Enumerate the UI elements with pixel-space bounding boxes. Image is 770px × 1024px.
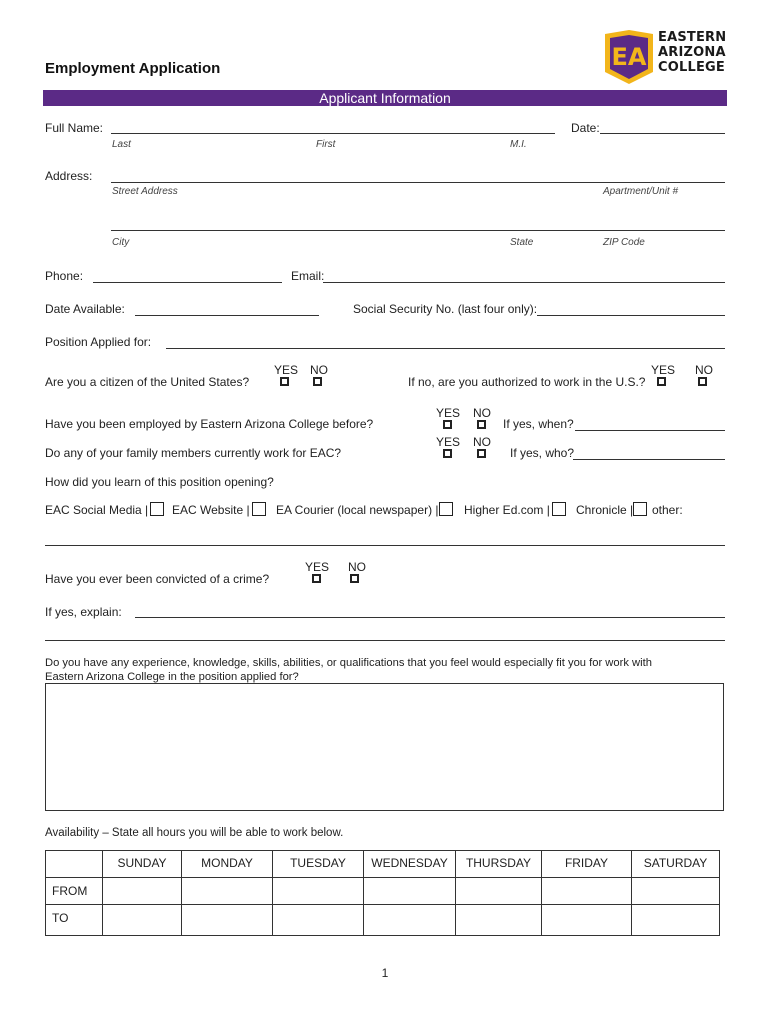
section-header: Applicant Information xyxy=(319,90,451,106)
explain-field-line-2[interactable] xyxy=(45,640,725,641)
eac-logo-mark xyxy=(603,28,655,86)
family-no-checkbox[interactable] xyxy=(477,449,486,458)
employed-no-checkbox[interactable] xyxy=(477,420,486,429)
source-social-label: EAC Social Media | xyxy=(45,503,149,517)
if-yes-who-label: If yes, who? xyxy=(510,446,575,460)
employed-question: Have you been employed by Eastern Arizona College before? xyxy=(45,417,374,431)
day-header: SATURDAY xyxy=(632,851,720,878)
source-chronicle-checkbox[interactable] xyxy=(633,502,647,516)
qualifications-textarea[interactable] xyxy=(45,683,724,811)
family-yes-label: YES xyxy=(436,435,461,449)
email-label: Email: xyxy=(291,269,325,283)
authorized-no-label: NO xyxy=(695,363,713,377)
row-label-from: FROM xyxy=(46,878,103,905)
citizen-no-checkbox[interactable] xyxy=(313,377,322,386)
phone-field[interactable] xyxy=(93,282,282,283)
source-website-label: EAC Website | xyxy=(172,503,250,517)
learn-question: How did you learn of this position opening? xyxy=(45,475,274,489)
page-title: Employment Application xyxy=(45,60,221,77)
family-question: Do any of your family members currently work for EAC? xyxy=(45,446,342,460)
crime-question: Have you ever been convicted of a crime? xyxy=(45,572,270,586)
crime-no-label: NO xyxy=(348,560,366,574)
source-social-checkbox[interactable] xyxy=(150,502,164,516)
availability-corner-cell xyxy=(46,851,103,878)
logo-mark-text: EA xyxy=(611,43,647,71)
from-cell[interactable] xyxy=(182,878,273,905)
citizen-no-label: NO xyxy=(310,363,328,377)
citizen-yes-checkbox[interactable] xyxy=(280,377,289,386)
last-name-caption: Last xyxy=(112,139,131,150)
state-caption: State xyxy=(510,237,534,248)
from-cell[interactable] xyxy=(364,878,456,905)
date-available-field[interactable] xyxy=(135,315,319,316)
source-highered-checkbox[interactable] xyxy=(552,502,566,516)
citizen-question: Are you a citizen of the United States? xyxy=(45,375,250,389)
availability-label: Availability – State all hours you will be able to work below. xyxy=(45,827,344,839)
from-cell[interactable] xyxy=(542,878,632,905)
ssn-label: Social Security No. (last four only): xyxy=(353,302,538,316)
availability-header-row xyxy=(46,851,720,878)
family-who-field[interactable] xyxy=(573,459,725,460)
source-chronicle-label: Chronicle | xyxy=(576,503,634,517)
crime-no-checkbox[interactable] xyxy=(350,574,359,583)
to-cell[interactable] xyxy=(542,905,632,936)
source-other-label: other: xyxy=(652,503,683,517)
address-label: Address: xyxy=(45,169,93,183)
date-field[interactable] xyxy=(600,133,725,134)
email-field[interactable] xyxy=(323,282,725,283)
city-state-zip-field[interactable] xyxy=(111,230,725,231)
to-cell[interactable] xyxy=(273,905,364,936)
phone-label: Phone: xyxy=(45,269,84,283)
day-header: WEDNESDAY xyxy=(364,851,456,878)
source-courier-checkbox[interactable] xyxy=(439,502,453,516)
logo-line-1: EASTERN xyxy=(658,30,727,45)
authorized-no-checkbox[interactable] xyxy=(698,377,707,386)
qualifications-question-line-2: Eastern Arizona College in the position applied for? xyxy=(45,671,299,683)
street-address-caption: Street Address xyxy=(112,186,178,197)
position-field[interactable] xyxy=(166,348,725,349)
source-website-checkbox[interactable] xyxy=(252,502,266,516)
day-header: TUESDAY xyxy=(273,851,364,878)
crime-yes-checkbox[interactable] xyxy=(312,574,321,583)
explain-field[interactable] xyxy=(135,617,725,618)
day-header: SUNDAY xyxy=(103,851,182,878)
availability-to-row xyxy=(46,905,720,936)
employed-no-label: NO xyxy=(473,406,491,420)
ssn-field[interactable] xyxy=(537,315,725,316)
date-available-label: Date Available: xyxy=(45,302,125,316)
to-cell[interactable] xyxy=(364,905,456,936)
citizen-yes-label: YES xyxy=(274,363,299,377)
street-address-field[interactable] xyxy=(111,182,725,183)
day-header: FRIDAY xyxy=(542,851,632,878)
to-cell[interactable] xyxy=(182,905,273,936)
from-cell[interactable] xyxy=(632,878,720,905)
from-cell[interactable] xyxy=(103,878,182,905)
source-courier-label: EA Courier (local newspaper) | xyxy=(276,503,439,517)
zip-caption: ZIP Code xyxy=(603,237,645,248)
section-header-bar xyxy=(43,90,727,106)
full-name-field[interactable] xyxy=(111,133,555,134)
employed-when-field[interactable] xyxy=(575,430,725,431)
position-label: Position Applied for: xyxy=(45,335,152,349)
employed-yes-label: YES xyxy=(436,406,461,420)
logo-wordmark xyxy=(658,30,726,75)
page-number: 1 xyxy=(381,966,389,980)
family-no-label: NO xyxy=(473,435,491,449)
to-cell[interactable] xyxy=(632,905,720,936)
source-highered-label: Higher Ed.com | xyxy=(464,503,550,517)
if-yes-when-label: If yes, when? xyxy=(503,417,574,431)
to-cell[interactable] xyxy=(103,905,182,936)
date-label: Date: xyxy=(571,121,600,135)
first-name-caption: First xyxy=(316,139,336,150)
logo-line-3: COLLEGE xyxy=(658,60,725,75)
logo-line-2: ARIZONA xyxy=(658,45,726,60)
authorized-yes-label: YES xyxy=(651,363,676,377)
availability-table xyxy=(45,850,720,936)
authorized-question: If no, are you authorized to work in the U.S.? xyxy=(408,375,646,389)
availability-from-row xyxy=(46,878,720,905)
full-name-label: Full Name: xyxy=(45,121,104,135)
crime-yes-label: YES xyxy=(305,560,330,574)
qualifications-question-line-1: Do you have any experience, knowledge, skills, abilities, or qualifications that you feel would especially fit you for work with xyxy=(45,657,652,669)
day-header: THURSDAY xyxy=(456,851,542,878)
family-yes-checkbox[interactable] xyxy=(443,449,452,458)
to-cell[interactable] xyxy=(456,905,542,936)
day-header: MONDAY xyxy=(182,851,273,878)
authorized-yes-checkbox[interactable] xyxy=(657,377,666,386)
explain-label: If yes, explain: xyxy=(45,605,122,619)
from-cell[interactable] xyxy=(273,878,364,905)
middle-initial-caption: M.I. xyxy=(510,139,527,150)
row-label-to: TO xyxy=(46,905,103,936)
from-cell[interactable] xyxy=(456,878,542,905)
employed-yes-checkbox[interactable] xyxy=(443,420,452,429)
source-other-field[interactable] xyxy=(45,545,725,546)
apartment-caption: Apartment/Unit # xyxy=(603,186,679,197)
city-caption: City xyxy=(112,237,130,248)
